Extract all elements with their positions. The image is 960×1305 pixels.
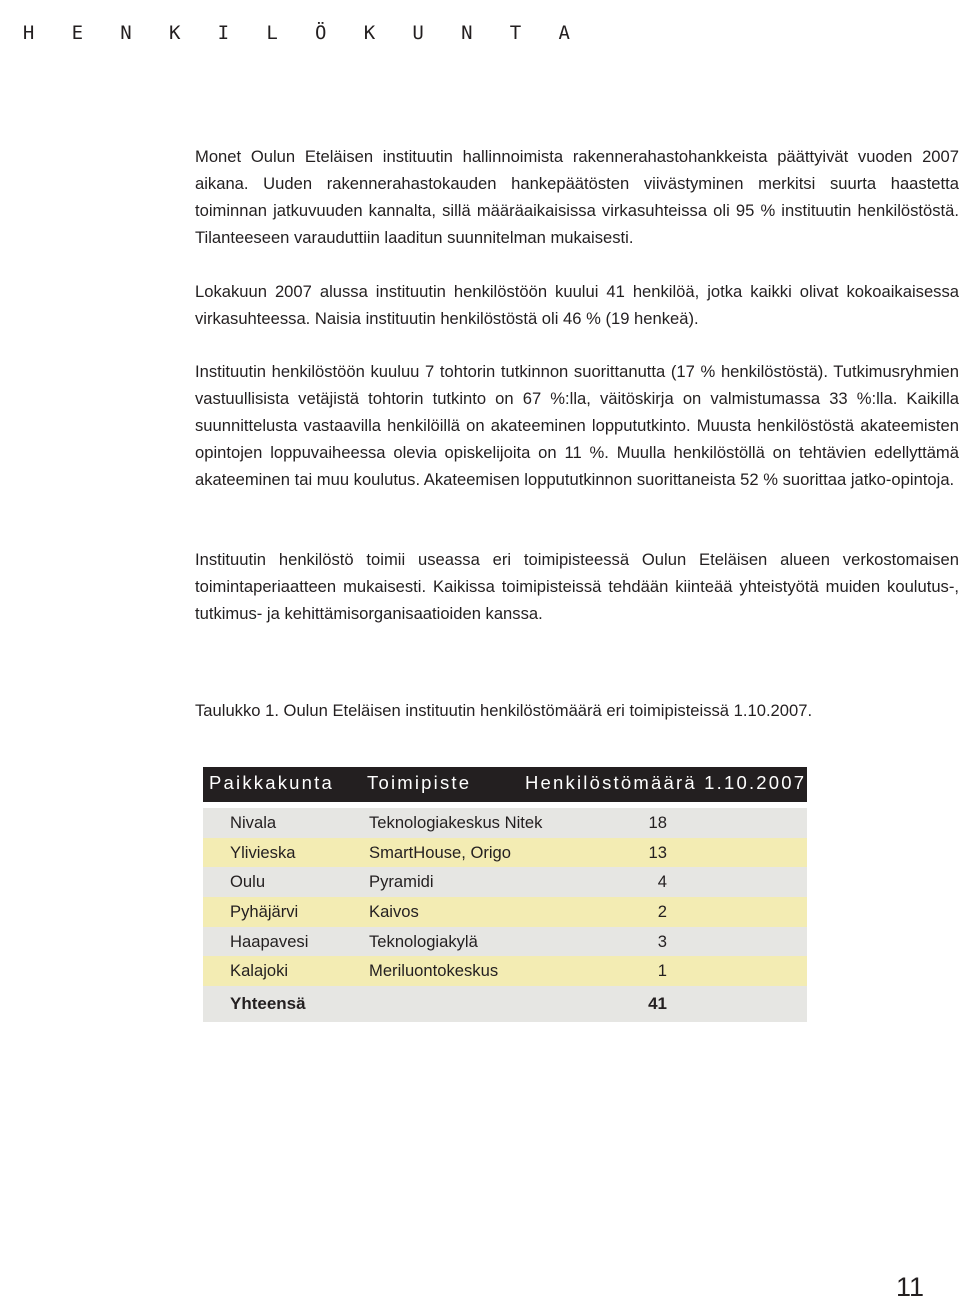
header-letter: A: [558, 22, 570, 44]
header-letter: H: [22, 22, 35, 44]
cell-site: Pyramidi: [369, 872, 434, 892]
column-header-site: Toimipiste: [367, 772, 472, 793]
cell-place: Haapavesi: [230, 931, 309, 951]
cell-place: Kalajoki: [230, 961, 289, 981]
page-number: 11: [895, 1272, 924, 1302]
cell-count: 2: [657, 902, 667, 922]
header-letter: N: [120, 22, 132, 44]
cell-site: SmartHouse, Origo: [369, 842, 512, 862]
header-letter: K: [363, 22, 376, 44]
cell-place: Nivala: [230, 813, 277, 832]
staff-table: [203, 767, 807, 1022]
paragraph-staff-education: Instituutin henkilöstöön kuuluu 7 tohtorin tutkinnon suorittanutta (17 % henkilöstöstä). Tutkimusryhmien vastuullisista vetäjistä tohtorin tutkinto on 67 %:lla, väitöskirja on valmistumassa 33 %:lla. Kaikilla suunnittelusta vastaavilla henkilöillä on akateeminen loppututkinto. Muusta henkilöstöstä akateemisten opintojen loppuvaiheessa olevia opiskelijoita on 11 %. Muulla henkilöstöllä on tehtävien edellyttämä akateeminen tai muu koulutus. Akateemisen loppututkinnon suorittaneista 52 % suorittaa jatko-opintoja.: [195, 362, 959, 489]
cell-count: 3: [657, 931, 667, 951]
table-row: [203, 897, 807, 927]
cell-place: Pyhäjärvi: [230, 902, 299, 922]
column-header-count: Henkilöstömäärä 1.10.2007: [525, 772, 807, 793]
table-header-row: [203, 767, 807, 802]
table-caption: Taulukko 1. Oulun Eteläisen instituutin henkilöstömäärä eri toimipisteissä 1.10.2007.: [195, 701, 813, 720]
cell-place: Ylivieska: [230, 842, 296, 862]
table-total-row: [203, 986, 807, 1022]
cell-count: 1: [657, 961, 667, 981]
header-letter: N: [461, 22, 473, 44]
table-row: [203, 808, 807, 838]
header-letter: E: [71, 22, 84, 44]
header-letter: U: [412, 22, 424, 44]
cell-site: Meriluontokeskus: [369, 961, 499, 981]
header-letter: T: [509, 22, 522, 44]
header-letter: Ö: [315, 22, 327, 44]
cell-count: 4: [657, 872, 667, 892]
table-row: [203, 956, 807, 986]
paragraph-staff-count: Lokakuun 2007 alussa instituutin henkilöstöön kuului 41 henkilöä, jotka kaikki olivat kokoaikaisessa virkasuhteessa. Naisia instituutin henkilöstöstä oli 46 % (19 henkeä).: [195, 282, 959, 328]
total-value: 41: [648, 994, 667, 1014]
header-letter: K: [168, 22, 181, 44]
table-row: [203, 927, 807, 957]
header-letter: I: [217, 22, 230, 44]
cell-site: Teknologiakylä: [369, 931, 478, 951]
column-header-place: Paikkakunta: [209, 772, 334, 793]
cell-count: 13: [648, 842, 667, 862]
paragraph-staff-funding: Monet Oulun Eteläisen instituutin hallinnoimista rakennerahastohankkeista päättyivät vuoden 2007 aikana. Uuden rakennerahastokauden hankepäätösten viivästyminen merkitsi suurta haastetta toiminnan jatkuvuuden kannalta, sillä määräaikaisissa virkasuhteissa oli 95 % instituutin henkilöstöstä. Tilanteeseen varauduttiin laaditun suunnitelman mukaisesti.: [195, 147, 959, 247]
cell-place: Oulu: [230, 872, 266, 892]
cell-count: 18: [648, 813, 667, 832]
total-label: Yhteensä: [230, 994, 306, 1014]
table-row: [203, 838, 807, 868]
cell-site: Teknologiakeskus Nitek: [369, 813, 543, 832]
table-row: [203, 867, 807, 897]
paragraph-staff-locations: Instituutin henkilöstö toimii useassa eri toimipisteessä Oulun Eteläisen alueen verkostomaisen toimintaperiaatteen mukaisesti. Kaikissa toimipisteissä tehdään kiinteää yhteistyötä muiden koulutus-, tutkimus- ja kehittämisorganisaatioiden kanssa.: [195, 550, 959, 623]
running-header: [0, 0, 607, 44]
cell-site: Kaivos: [369, 902, 419, 922]
header-letter: L: [266, 22, 278, 44]
